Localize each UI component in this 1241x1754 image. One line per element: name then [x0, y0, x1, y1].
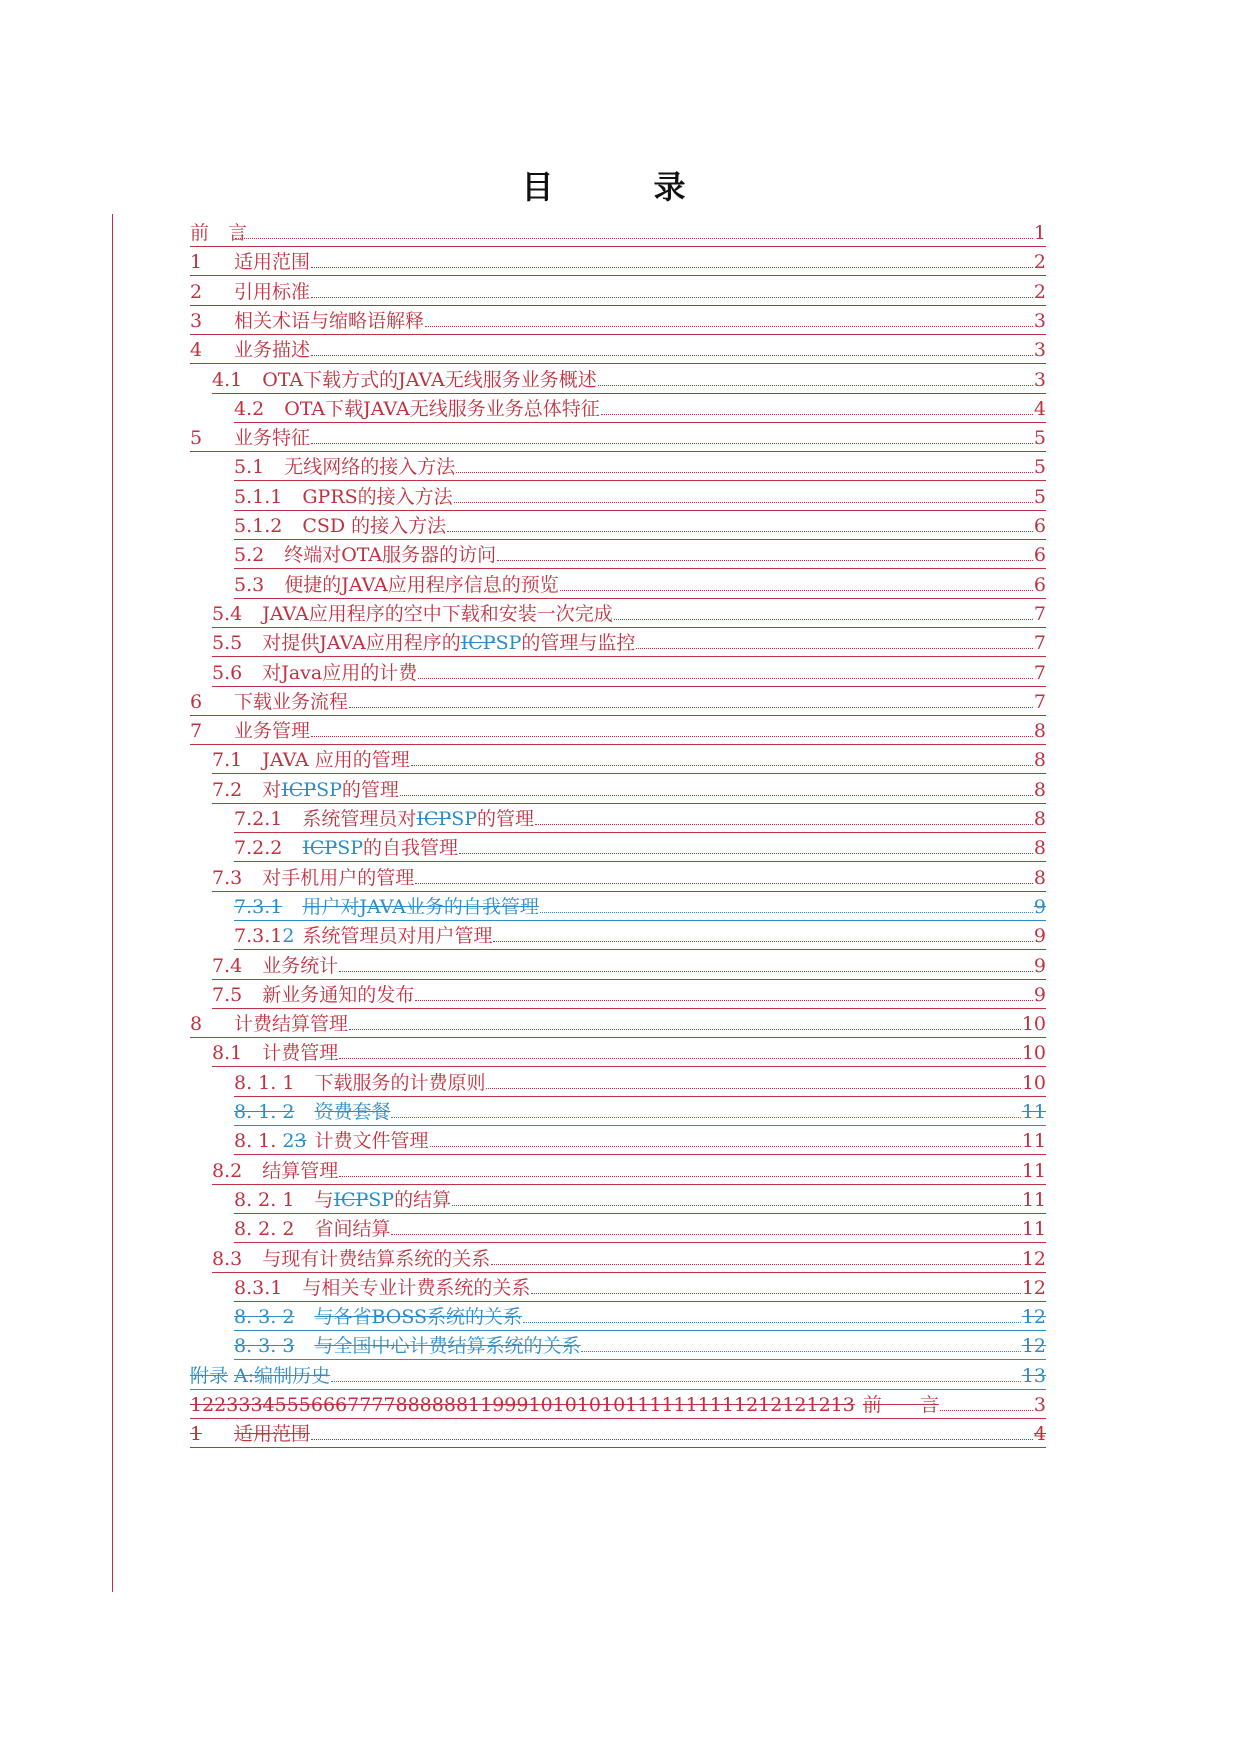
- toc-entry-title: 计费结算管理: [234, 1013, 349, 1036]
- dot-leader: [452, 1188, 1021, 1206]
- toc-entry-link[interactable]: [234, 1129, 1046, 1155]
- toc-entry-title: 系统管理员对用户管理: [302, 925, 493, 948]
- inserted-text: 2: [282, 1130, 295, 1153]
- toc-entry[interactable]: [0, 481, 1241, 514]
- toc-entry[interactable]: [0, 627, 1241, 660]
- toc-entry[interactable]: [0, 569, 1241, 602]
- toc-entry-title: 业务描述: [234, 339, 311, 362]
- toc-entry-page-number: 9: [1033, 925, 1046, 948]
- toc-entry-number: 7.3.1: [234, 895, 283, 918]
- toc-entry[interactable]: [0, 276, 1241, 309]
- toc-entry-title: CSD 的接入方法: [302, 515, 447, 537]
- toc-entry-number: 附录: [190, 1364, 229, 1387]
- toc-entry-link[interactable]: [234, 1100, 1046, 1126]
- toc-entry-number: 7.5: [212, 983, 243, 1006]
- toc-entry-link[interactable]: [234, 1305, 1046, 1331]
- toc-entry[interactable]: [0, 598, 1241, 631]
- toc-entry-number: 8.1: [212, 1042, 243, 1065]
- toc-entry-title-part: 的管理: [341, 778, 399, 801]
- dot-leader: [523, 1305, 1021, 1323]
- toc-entry-title-part: 对: [262, 778, 282, 801]
- toc-entry-number: 8: [190, 1013, 203, 1036]
- toc-entry-link[interactable]: [190, 426, 1046, 452]
- deleted-text: ICP: [281, 778, 317, 801]
- toc-entry-title: 业务统计: [262, 954, 339, 977]
- toc-entry-page-number: 10: [1021, 1013, 1046, 1036]
- toc-entry-page-number: 11: [1021, 1130, 1046, 1153]
- dot-leader: [459, 836, 1033, 854]
- toc-entry-number-base: 7.3.1: [234, 925, 283, 948]
- dot-leader: [430, 1129, 1021, 1147]
- toc-entry-title: [262, 631, 635, 656]
- toc-entry-link[interactable]: [212, 661, 1046, 687]
- toc-entry-page-number: 6: [1033, 544, 1046, 567]
- toc-entry-page-number: 5: [1033, 456, 1046, 479]
- toc-entry-link[interactable]: [212, 602, 1046, 628]
- toc-entry-page-number: 8: [1033, 808, 1046, 830]
- toc-entry-page-number: 12: [1021, 1306, 1046, 1329]
- toc-entry-page-number: 4: [1033, 397, 1046, 420]
- deleted-text: ICP: [333, 1188, 369, 1211]
- toc-entry[interactable]: [0, 334, 1241, 367]
- toc-entry-number: 8. 3. 3: [234, 1335, 295, 1358]
- dot-leader: [598, 368, 1033, 386]
- toc-entry-title: 用户对JAVA业务的自我管理: [302, 895, 539, 918]
- toc-entry-title-part: 系统管理员对: [302, 808, 417, 830]
- toc-entry-title: A:编制历史: [234, 1364, 331, 1387]
- toc-entry-page-number: 5: [1033, 485, 1046, 508]
- toc-entry-title: 适用范围: [234, 251, 311, 274]
- toc-entry-number: 8. 2. 2: [234, 1218, 295, 1241]
- toc-entry[interactable]: [0, 744, 1241, 777]
- toc-entry-page-number: 3: [1033, 368, 1046, 391]
- dot-leader: [415, 866, 1033, 884]
- toc-entry[interactable]: [0, 1272, 1241, 1305]
- inserted-text: SP: [368, 1188, 395, 1211]
- toc-entry-link[interactable]: [234, 924, 1046, 950]
- toc-entry-page-number: 11: [1021, 1101, 1046, 1123]
- toc-entry[interactable]: [0, 686, 1241, 719]
- toc-entry-number: 5.1.2: [234, 515, 283, 537]
- toc-entry[interactable]: [0, 715, 1241, 748]
- dot-leader: [493, 924, 1032, 942]
- toc-entry-number: 7.2.2: [234, 837, 283, 860]
- toc-entry[interactable]: [0, 1243, 1241, 1276]
- deleted-text: ICP: [302, 837, 338, 860]
- toc-entry-title: 结算管理: [262, 1159, 339, 1182]
- toc-entry[interactable]: [0, 832, 1241, 865]
- toc-entry-link[interactable]: [190, 1364, 1046, 1390]
- toc-entry-title-part: 的自我管理: [363, 837, 459, 860]
- toc-entry-number: 5: [190, 427, 203, 450]
- toc-entry-page-number: 5: [1033, 427, 1046, 450]
- dot-leader: [940, 1393, 1033, 1411]
- toc-entry-page-number: 12: [1021, 1335, 1046, 1358]
- toc-entry-link[interactable]: [190, 690, 1046, 716]
- toc-entry-link[interactable]: [212, 954, 1046, 980]
- dot-leader: [581, 1334, 1020, 1352]
- toc-entry-number: [234, 1129, 307, 1154]
- toc-entry[interactable]: [0, 774, 1241, 807]
- toc-entry-number: 5.1.1: [234, 485, 283, 508]
- dot-leader: [425, 309, 1033, 327]
- toc-entry-page-number: 11: [1021, 1218, 1046, 1241]
- toc-entry[interactable]: [0, 891, 1241, 924]
- dot-leader: [400, 778, 1033, 796]
- dot-leader: [540, 895, 1033, 913]
- toc-entry[interactable]: [0, 393, 1241, 426]
- toc-entry-title: 无线网络的接入方法: [284, 456, 456, 479]
- dot-leader: [486, 1071, 1020, 1089]
- toc-entry-link[interactable]: [212, 778, 1046, 804]
- toc-entry-link[interactable]: [234, 485, 1046, 511]
- toc-entry-page-number: 7: [1033, 602, 1046, 625]
- toc-entry-number: 4: [190, 339, 203, 362]
- toc-entry-title: 下载服务的计费原则: [314, 1071, 486, 1094]
- toc-entry-title: [302, 836, 458, 861]
- toc-entry-link[interactable]: [190, 338, 1046, 364]
- toc-entry-title: [314, 1188, 451, 1213]
- toc-entry-number: 5.4: [212, 602, 243, 625]
- toc-entry[interactable]: [0, 1037, 1241, 1070]
- toc-entry[interactable]: [0, 1330, 1241, 1363]
- toc-entry-link[interactable]: [190, 719, 1046, 745]
- toc-entry-title: 与全国中心计费结算系统的关系: [314, 1335, 581, 1358]
- toc-entry-page-number: 13: [1021, 1364, 1046, 1387]
- dot-leader: [601, 397, 1033, 415]
- toc-entry-number: 7.2.1: [234, 808, 283, 830]
- inserted-text: SP: [337, 837, 363, 860]
- dot-leader: [415, 983, 1033, 1001]
- toc-entry-page-number: 12: [1021, 1276, 1046, 1299]
- toc-entry-link[interactable]: [234, 1276, 1046, 1302]
- dot-leader: [497, 543, 1033, 561]
- toc-entry-link[interactable]: [190, 1393, 1046, 1419]
- toc-entry-number: 5.2: [234, 544, 265, 567]
- toc-entry-title: 资费套餐: [314, 1101, 391, 1123]
- toc-entry-title: JAVA应用程序的空中下载和安装一次完成: [262, 602, 613, 625]
- deleted-text: 3: [294, 1130, 307, 1153]
- toc-entry-page-number: 3: [1033, 1394, 1046, 1416]
- toc-entry-title: 与现有计费结算系统的关系: [262, 1247, 491, 1270]
- toc-entry-page-number: 3: [1033, 339, 1046, 362]
- toc-entry-link[interactable]: [234, 543, 1046, 569]
- toc-entry-title-part: 的管理与监控: [521, 632, 636, 655]
- toc-entry[interactable]: [0, 657, 1241, 690]
- dot-leader: [339, 1159, 1021, 1177]
- toc-entry-title: 新业务通知的发布: [262, 983, 415, 1006]
- dot-leader: [491, 1247, 1021, 1265]
- dot-leader: [560, 573, 1033, 591]
- toc-entry-title: 对Java应用的计费: [262, 661, 418, 684]
- toc-entry-number: 8. 1. 1: [234, 1071, 295, 1094]
- toc-entry-title: OTA下载JAVA无线服务业务总体特征: [284, 397, 600, 420]
- toc-entry[interactable]: [0, 1125, 1241, 1158]
- toc-entry[interactable]: [0, 539, 1241, 572]
- toc-entry-link[interactable]: [234, 397, 1046, 423]
- toc-entry[interactable]: [0, 510, 1241, 543]
- toc-entry-page-number: 6: [1033, 573, 1046, 596]
- dot-leader: [311, 338, 1033, 356]
- inserted-text: SP: [451, 808, 478, 830]
- dot-leader: [531, 1276, 1020, 1294]
- toc-entry-number: 8.3: [212, 1247, 243, 1270]
- toc-entry-title: 相关术语与缩略语解释: [234, 309, 425, 332]
- toc-entry-number: 7.3: [212, 866, 243, 889]
- toc-entry-title-part: 对提供JAVA应用程序的: [262, 632, 461, 655]
- deleted-text: 2: [282, 925, 295, 948]
- toc-entry-link[interactable]: [190, 1012, 1046, 1038]
- toc-entry[interactable]: [0, 1155, 1241, 1188]
- toc-entry-page-number: 9: [1033, 983, 1046, 1006]
- toc-entry-title: [262, 778, 399, 803]
- toc-entry-number: 8.3.1: [234, 1276, 283, 1299]
- dot-leader: [339, 1041, 1021, 1059]
- dot-leader: [418, 661, 1033, 679]
- toc-entry[interactable]: [0, 1008, 1241, 1041]
- toc-entry[interactable]: [0, 1096, 1241, 1129]
- toc-entry-link[interactable]: [212, 983, 1046, 1009]
- toc-entry-title: 与各省BOSS系统的关系: [314, 1306, 523, 1329]
- toc-entry-link[interactable]: [234, 1334, 1046, 1360]
- toc-entry-number: 7: [190, 720, 203, 743]
- toc-entry[interactable]: [0, 422, 1241, 455]
- toc-entry-link[interactable]: [212, 368, 1046, 394]
- toc-entry[interactable]: [0, 1360, 1241, 1393]
- toc-entry-title: 前 言: [862, 1394, 939, 1416]
- toc-entry-title: 引用标准: [234, 280, 311, 303]
- inserted-text: SP: [495, 632, 522, 655]
- toc-entry-number: 8. 1. 2: [234, 1101, 295, 1123]
- toc-entry-number: 4.2: [234, 397, 265, 420]
- toc-entry[interactable]: [0, 1418, 1241, 1451]
- toc-entry-title: 便捷的JAVA应用程序信息的预览: [284, 573, 559, 596]
- toc-entry-title: 业务管理: [234, 720, 311, 743]
- toc-entry-page-number: 2: [1033, 251, 1046, 274]
- toc-entry-link[interactable]: [234, 1217, 1046, 1243]
- toc-entry-page-number: 7: [1033, 690, 1046, 713]
- toc-entry-link[interactable]: [190, 309, 1046, 335]
- toc-entry-number: 1: [190, 251, 203, 274]
- dot-leader: [331, 1364, 1021, 1382]
- toc-entry-number-base: 8. 1.: [234, 1130, 283, 1153]
- toc-entry-page-number: 1: [1033, 222, 1046, 244]
- dot-leader: [349, 690, 1033, 708]
- toc-entry-page-number: 9: [1033, 895, 1046, 918]
- toc-entry[interactable]: [0, 217, 1241, 250]
- toc-entry-link[interactable]: [212, 1041, 1046, 1067]
- toc-entry-page-number: 6: [1033, 515, 1046, 537]
- toc-entry-number: 3: [190, 309, 203, 332]
- toc-entry-number: 7.1: [212, 749, 243, 772]
- dot-leader: [235, 221, 1033, 239]
- toc-entry-page-number: 7: [1033, 632, 1046, 655]
- toc-entry-link[interactable]: [190, 280, 1046, 306]
- toc-entry-link[interactable]: [190, 221, 1046, 247]
- toc-title: 目 录: [521, 168, 720, 206]
- deleted-text: ICP: [460, 632, 496, 655]
- toc-entry-link[interactable]: [234, 836, 1046, 862]
- toc-entry[interactable]: [0, 862, 1241, 895]
- toc-entry-link[interactable]: [234, 514, 1046, 540]
- toc-entry-number: 1223334555666777788888811999101010101111111111212121213: [190, 1394, 855, 1416]
- toc-entry-title: 业务特征: [234, 427, 311, 450]
- toc-entry-page-number: 4: [1033, 1423, 1046, 1446]
- toc-entry-number: 6: [190, 690, 203, 713]
- toc-entry[interactable]: [0, 1213, 1241, 1246]
- toc-entry-number: 1: [190, 1423, 203, 1446]
- toc-entry-number: 前 言: [190, 222, 248, 244]
- toc-entry[interactable]: [0, 1067, 1241, 1100]
- toc-entry-page-number: 3: [1033, 309, 1046, 332]
- toc-entry-number: 5.5: [212, 632, 243, 655]
- toc-entry-title: 终端对OTA服务器的访问: [284, 544, 497, 567]
- toc-entry-page-number: 8: [1033, 720, 1046, 743]
- dot-leader: [391, 1217, 1020, 1235]
- toc-entry[interactable]: [0, 246, 1241, 279]
- toc-entry-link[interactable]: [212, 631, 1046, 657]
- toc-entry-title: 对手机用户的管理: [262, 866, 415, 889]
- toc-entry-page-number: 12: [1021, 1247, 1046, 1270]
- dot-leader: [311, 1422, 1033, 1440]
- toc-entry-number: 8. 3. 2: [234, 1306, 295, 1329]
- toc-entry-link[interactable]: [190, 250, 1046, 276]
- toc-entry-title: 与相关专业计费系统的关系: [302, 1276, 531, 1299]
- toc-entry-link[interactable]: [190, 1422, 1046, 1448]
- toc-entry-title-part: 的结算: [394, 1188, 452, 1211]
- toc-entry-link[interactable]: [234, 807, 1046, 833]
- deleted-text: ICP: [416, 808, 452, 830]
- toc-entry[interactable]: [0, 979, 1241, 1012]
- toc-entry-number: 4.1: [212, 368, 243, 391]
- toc-entry-page-number: 8: [1033, 866, 1046, 889]
- toc-entry-number: 8.2: [212, 1159, 243, 1182]
- toc-entry-page-number: 2: [1033, 280, 1046, 303]
- toc-entry-page-number: 8: [1033, 749, 1046, 772]
- dot-leader: [391, 1100, 1020, 1118]
- toc-entry-title: 计费管理: [262, 1042, 339, 1065]
- dot-leader: [614, 602, 1033, 620]
- toc-entry-number: 8. 2. 1: [234, 1188, 295, 1211]
- toc-entry-link[interactable]: [212, 866, 1046, 892]
- toc-entry-page-number: 7: [1033, 661, 1046, 684]
- toc-entry-title-part: 的管理: [477, 808, 535, 830]
- toc-entry[interactable]: [0, 920, 1241, 953]
- dot-leader: [311, 280, 1033, 298]
- toc-entry-number: 5.6: [212, 661, 243, 684]
- toc-entry[interactable]: [0, 305, 1241, 338]
- dot-leader: [447, 514, 1033, 532]
- dot-leader: [454, 485, 1033, 503]
- toc-entry-title: JAVA 应用的管理: [262, 749, 410, 772]
- toc-entry-title: 适用范围: [234, 1423, 311, 1446]
- toc-entry-number: 5.1: [234, 456, 265, 479]
- toc-entry[interactable]: [0, 451, 1241, 484]
- toc-entry[interactable]: [0, 803, 1241, 836]
- dot-leader: [311, 426, 1033, 444]
- toc-entry-link[interactable]: [234, 455, 1046, 481]
- toc-entry-link[interactable]: [212, 1247, 1046, 1273]
- toc-entry-number: 7.4: [212, 954, 243, 977]
- toc-entry-title: [302, 807, 534, 832]
- toc-entry[interactable]: [0, 1389, 1241, 1422]
- dot-leader: [349, 1012, 1021, 1030]
- toc-entry[interactable]: [0, 1184, 1241, 1217]
- toc-entry[interactable]: [0, 1301, 1241, 1334]
- toc-entry-link[interactable]: [234, 895, 1046, 921]
- toc-entry-title-part: 与: [314, 1188, 334, 1211]
- toc-entry-link[interactable]: [234, 1188, 1046, 1214]
- toc-entry-link[interactable]: [212, 1159, 1046, 1185]
- toc-entry-page-number: 8: [1033, 837, 1046, 860]
- toc-entry-page-number: 9: [1033, 954, 1046, 977]
- toc-entry-number: 7.2: [212, 778, 243, 801]
- toc-entry-page-number: 11: [1021, 1188, 1046, 1211]
- toc-entry[interactable]: [0, 364, 1241, 397]
- toc-entry-title: OTA下载方式的JAVA无线服务业务概述: [262, 368, 597, 391]
- toc-entry-title: 计费文件管理: [314, 1130, 429, 1153]
- toc-entry-link[interactable]: [212, 748, 1046, 774]
- toc-entry-link[interactable]: [234, 573, 1046, 599]
- toc-entry-number: [234, 924, 294, 949]
- inserted-text: SP: [316, 778, 342, 801]
- dot-leader: [339, 954, 1033, 972]
- dot-leader: [411, 748, 1033, 766]
- toc-entry-page-number: 8: [1033, 778, 1046, 801]
- toc-entry-page-number: 11: [1021, 1159, 1046, 1182]
- toc-entry[interactable]: [0, 950, 1241, 983]
- toc-entry-title: 省间结算: [314, 1218, 391, 1241]
- toc-entry-title: 下载业务流程: [234, 690, 349, 713]
- toc-entry-page-number: 10: [1021, 1042, 1046, 1065]
- toc-entry-page-number: 10: [1021, 1071, 1046, 1094]
- toc-entry-link[interactable]: [234, 1071, 1046, 1097]
- toc-entry-number: 2: [190, 280, 203, 303]
- dot-leader: [311, 250, 1033, 268]
- toc-entry-title: GPRS的接入方法: [302, 485, 453, 508]
- toc-entry-number: 5.3: [234, 573, 265, 596]
- dot-leader: [311, 719, 1033, 737]
- dot-leader: [456, 455, 1033, 473]
- dot-leader: [636, 631, 1032, 649]
- dot-leader: [535, 807, 1033, 825]
